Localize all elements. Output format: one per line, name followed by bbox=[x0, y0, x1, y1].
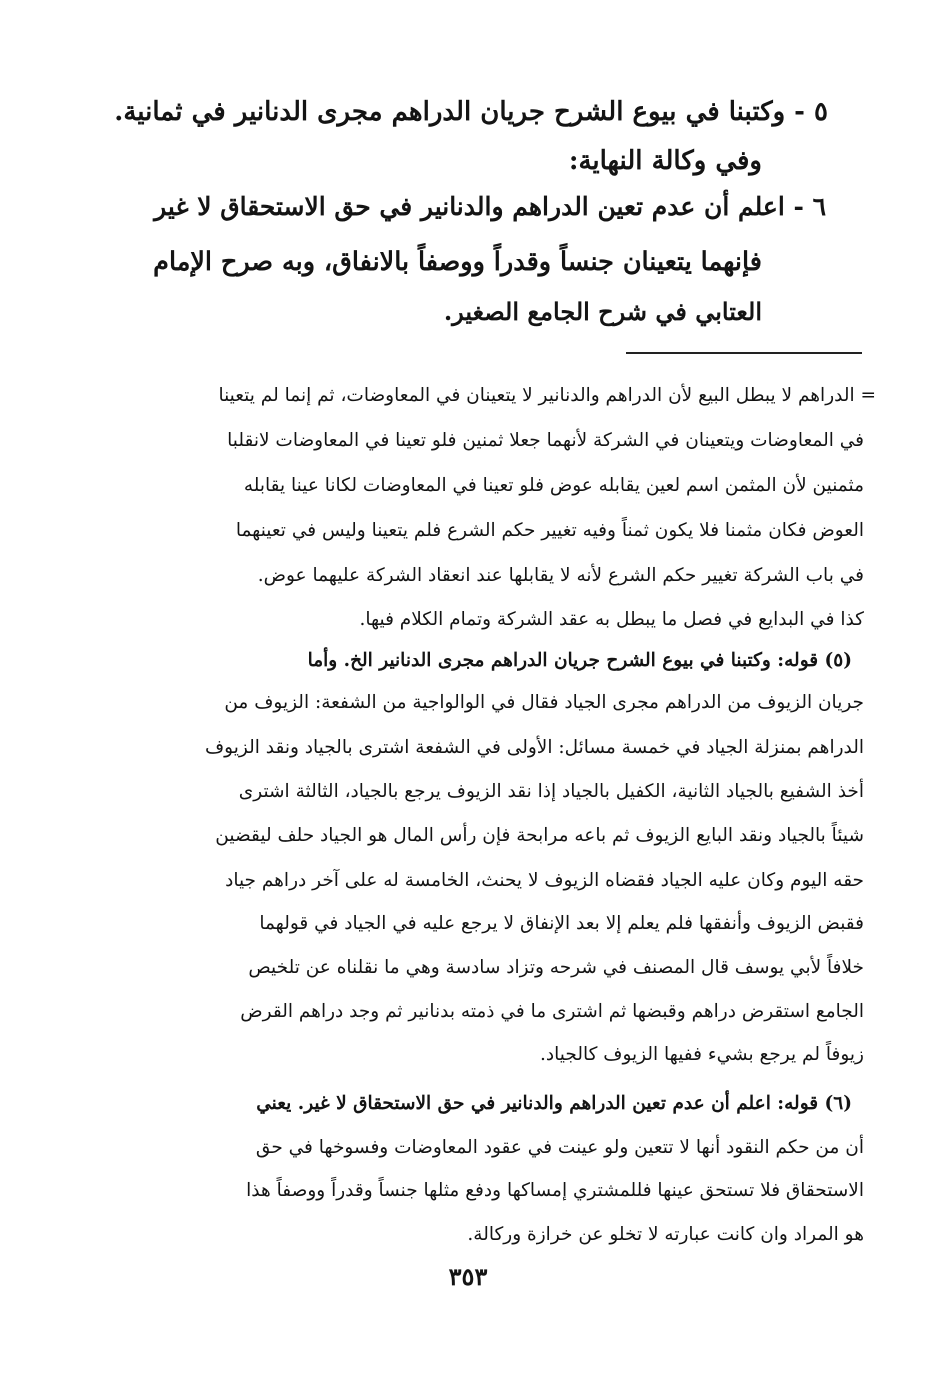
main-text-line: ٦ - اعلم أن عدم تعين الدراهم والدنانير في حق الاستحقاق لا غير bbox=[154, 192, 826, 221]
footnote-line: (٥) قوله: وكتبنا في بيوع الشرح جريان الدراهم مجرى الدنانير الخ. وأما bbox=[307, 650, 852, 671]
footnote-line: فقبض الزيوف وأنفقها فلم يعلم إلا بعد الإنفاق لا يرجع عليه في الجياد في قولهما bbox=[259, 913, 864, 934]
footnote-line: الجامع استقرض دراهم وقبضها ثم اشترى ما في ذمته بدنانير ثم وجد دراهم القرض bbox=[240, 1001, 864, 1022]
page-number: ٣٥٣ bbox=[448, 1262, 488, 1291]
footnote-line: شيئاً بالجياد ونقد البايع الزيوف ثم باعه مرابحة فإن رأس المال هو الجياد حلف ليقضين bbox=[215, 825, 864, 846]
main-text-line: العتابي في شرح الجامع الصغير. bbox=[443, 297, 762, 326]
main-text-line: وفي وكالة النهاية: bbox=[568, 146, 762, 176]
footnote-line: أخذ الشفيع بالجياد الثانية، الكفيل بالجياد إذا نقد الزيوف يرجع بالجياد، الثالثة اشترى bbox=[238, 781, 864, 802]
footnote-line: في باب الشركة تغيير حكم الشرع لأنه لا يقابلها عند انعقاد الشركة عليهما عوض. bbox=[257, 565, 864, 586]
footnote-line: العوض فكان مثمنا فلا يكون ثمناً وفيه تغيير حكم الشرع فلم يتعينا وليس في تعينهما bbox=[235, 520, 864, 541]
footnote-line: الدراهم بمنزلة الجياد في خمسة مسائل: الأولى في الشفعة اشترى بالجياد ونقد الزيوف bbox=[205, 737, 864, 758]
footnote-line: أن من حكم النقود أنها لا تتعين ولو عينت في عقود المعاوضات وفسوخها في حق bbox=[255, 1137, 864, 1158]
footnote-line: الاستحقاق فلا تستحق عينها فللمشتري إمساكها ودفع مثلها جنساً وقدراً ووصفاً هذا bbox=[246, 1180, 864, 1201]
footnote-separator bbox=[626, 352, 862, 354]
footnote-line: زيوفاً لم يرجع بشيء ففيها الزيوف كالجياد. bbox=[540, 1044, 864, 1065]
footnote-line: في المعاوضات ويتعينان في الشركة لأنهما جعلا ثمنين فلو تعينا في المعاوضات لانقلبا bbox=[227, 430, 864, 451]
footnote-line: جريان الزيوف من الدراهم مجرى الجياد فقال في الوالواجية من الشفعة: الزيوف من bbox=[224, 692, 864, 713]
main-text-line: ٥ - وكتبنا في بيوع الشرح جريان الدراهم مجرى الدنانير في ثمانية. bbox=[114, 97, 828, 127]
footnote-line: = الدراهم لا يبطل البيع لأن الدراهم والدنانير لا يتعينان في المعاوضات، ثم إنما لم يتعينا bbox=[218, 385, 876, 406]
footnote-line: كذا في البدايع في فصل ما يبطل به عقد الشركة وتمام الكلام فيها. bbox=[359, 609, 864, 630]
footnote-line: هو المراد وان كانت عبارته لا تخلو عن خرازة وركالة. bbox=[467, 1224, 864, 1245]
main-text-line: فإنهما يتعينان جنساً وقدراً ووصفاً بالانفاق، وبه صرح الإمام bbox=[153, 247, 762, 277]
footnote-line: حقه اليوم وكان عليه الجياد فقضاه الزيوف لا يحنث، الخامسة له على آخر دراهم جياد bbox=[225, 870, 864, 891]
footnote-line: (٦) قوله: اعلم أن عدم تعين الدراهم والدنانير في حق الاستحقاق لا غير. يعني bbox=[256, 1093, 852, 1114]
footnote-line: خلافاً لأبي يوسف قال المصنف في شرحه وتزاد سادسة وهي ما نقلناه عن تلخيص bbox=[248, 957, 864, 978]
footnote-line: مثمنين لأن المثمن اسم لعين يقابله عوض فلو تعينا في المعاوضات لكانا عينا يقابله bbox=[243, 475, 864, 496]
